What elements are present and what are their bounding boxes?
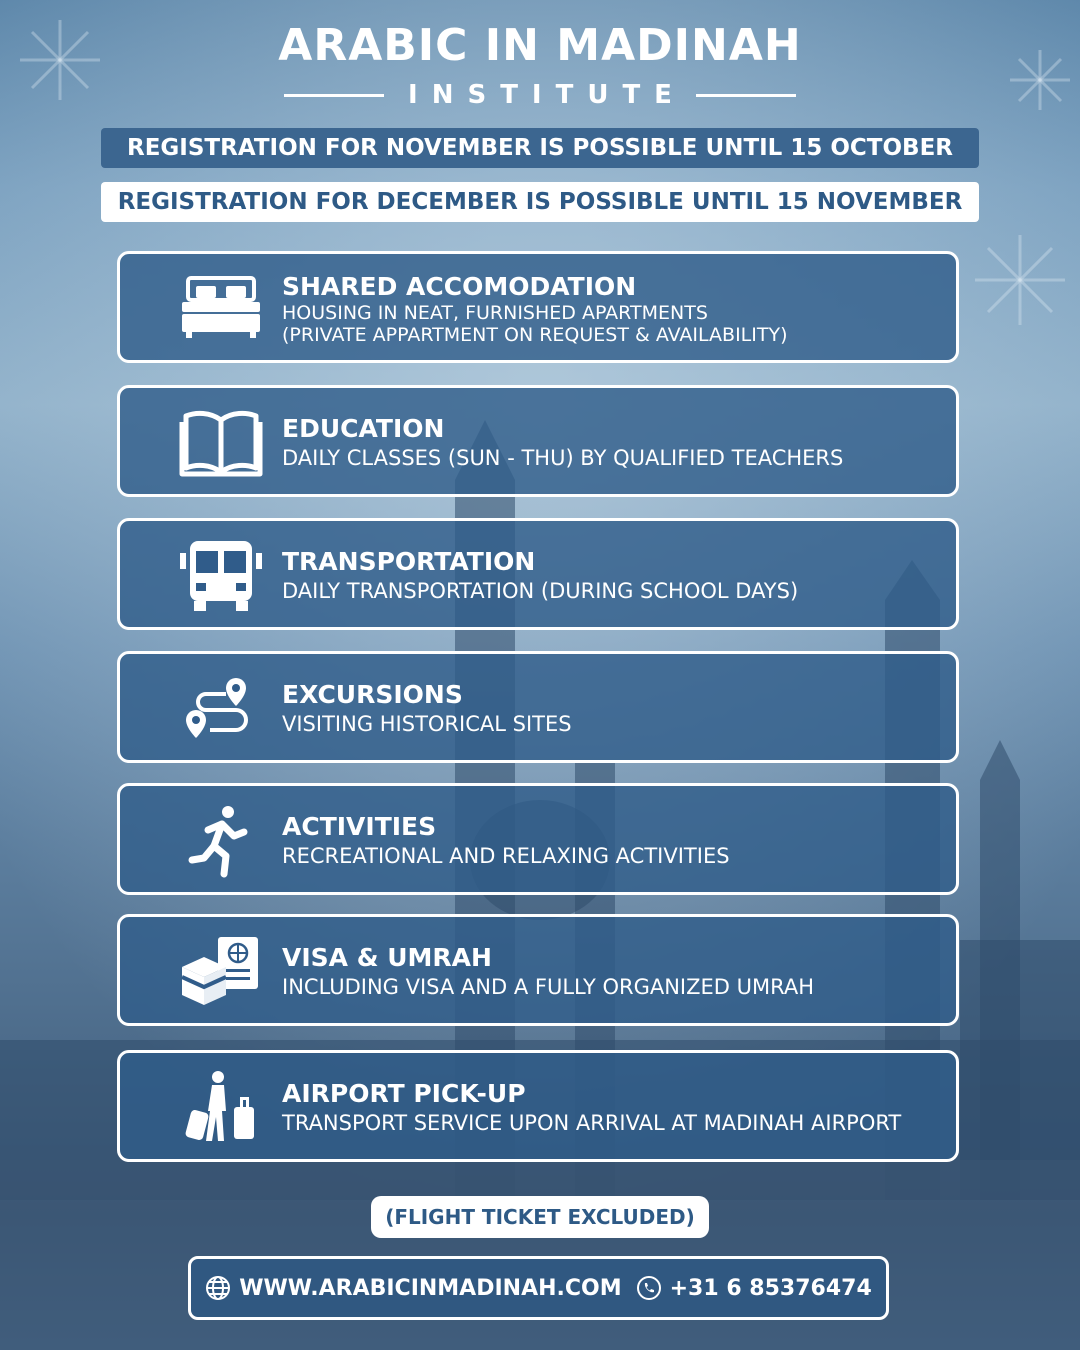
feature-title: EXCURSIONS <box>282 680 463 709</box>
feature-description: RECREATIONAL AND RELAXING ACTIVITIES <box>282 844 730 868</box>
feature-title: VISA & UMRAH <box>282 943 492 972</box>
phone-link[interactable] <box>636 1275 872 1301</box>
feature-description: HOUSING IN NEAT, FURNISHED APARTMENTS <box>282 302 708 324</box>
running-person-icon <box>178 804 264 878</box>
registration-november-banner: REGISTRATION FOR NOVEMBER IS POSSIBLE UNTIL 15 OCTOBER <box>101 128 979 168</box>
feature-title: ACTIVITIES <box>282 812 437 841</box>
feature-card-accommodation <box>117 251 959 363</box>
feature-title: SHARED ACCOMODATION <box>282 272 637 301</box>
kaaba-passport-icon <box>178 935 264 1009</box>
brand-header <box>0 20 1080 110</box>
contact-footer <box>188 1256 889 1320</box>
globe-icon <box>205 1275 231 1301</box>
feature-card-education <box>117 385 959 497</box>
website-link[interactable] <box>205 1275 621 1301</box>
traveler-luggage-icon <box>178 1071 264 1145</box>
bed-icon <box>178 272 264 346</box>
divider-line-left <box>284 94 384 97</box>
feature-description: DAILY TRANSPORTATION (DURING SCHOOL DAYS) <box>282 579 799 603</box>
route-pin-icon <box>178 672 264 746</box>
feature-card-transportation <box>117 518 959 630</box>
feature-card-excursions <box>117 651 959 763</box>
brand-title: ARABIC IN MADINAH <box>278 20 802 71</box>
feature-card-airport-pickup <box>117 1050 959 1162</box>
bus-icon <box>178 539 264 613</box>
feature-title: AIRPORT PICK-UP <box>282 1079 526 1108</box>
feature-card-visa-umrah <box>117 914 959 1026</box>
feature-description: TRANSPORT SERVICE UPON ARRIVAL AT MADINAH AIRPORT <box>282 1111 902 1135</box>
feature-title: TRANSPORTATION <box>282 547 536 576</box>
feature-description: VISITING HISTORICAL SITES <box>282 712 572 736</box>
brand-subtitle: INSTITUTE <box>408 80 686 110</box>
feature-description: DAILY CLASSES (SUN - THU) BY QUALIFIED TEACHERS <box>282 446 844 470</box>
feature-card-activities <box>117 783 959 895</box>
feature-description-note: (PRIVATE APPARTMENT ON REQUEST & AVAILABILITY) <box>282 324 788 346</box>
brand-subtitle-row <box>0 80 1080 110</box>
phone-icon <box>636 1275 662 1301</box>
phone-text: +31 6 85376474 <box>669 1275 872 1301</box>
registration-december-banner: REGISTRATION FOR DECEMBER IS POSSIBLE UNTIL 15 NOVEMBER <box>101 182 979 222</box>
divider-line-right <box>696 94 796 97</box>
feature-description: INCLUDING VISA AND A FULLY ORGANIZED UMRAH <box>282 975 815 999</box>
book-icon <box>178 406 264 480</box>
feature-title: EDUCATION <box>282 414 445 443</box>
flight-ticket-note: (FLIGHT TICKET EXCLUDED) <box>371 1196 709 1238</box>
website-text: WWW.ARABICINMADINAH.COM <box>239 1275 622 1301</box>
